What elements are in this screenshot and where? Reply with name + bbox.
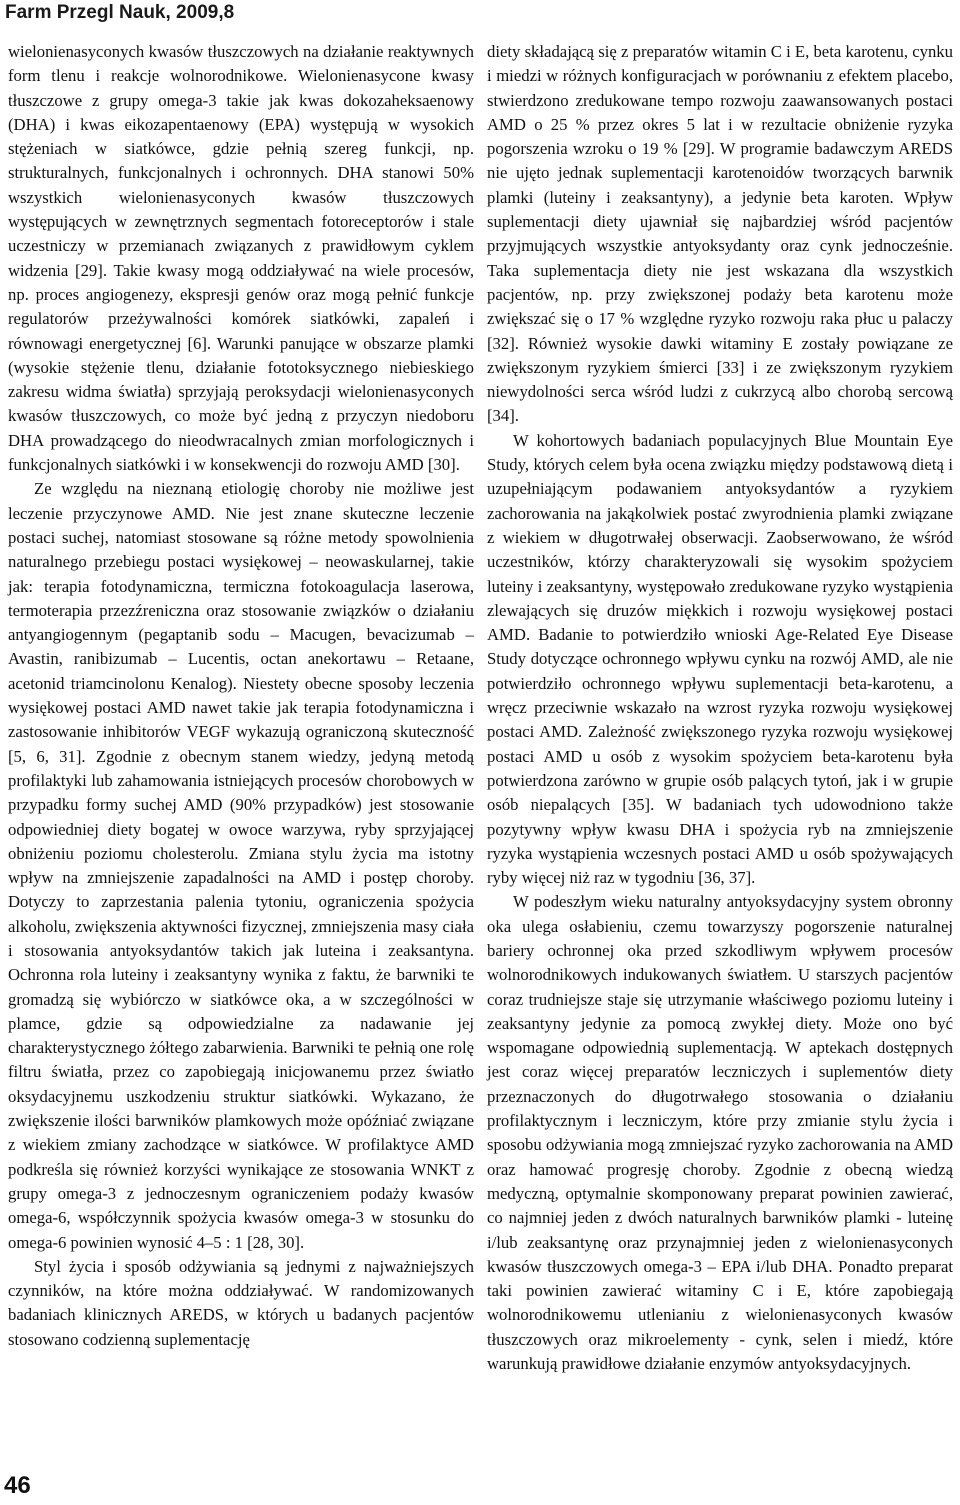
page-number: 46 xyxy=(4,1472,31,1499)
left-text-column xyxy=(8,40,474,1352)
paragraph-left-1: wielonienasyconych kwasów tłuszczowych na działanie reaktywnych form tlenu i reakcje wolnorodnikowe. Wielonienasycone kwasy tłuszczowe z grupy omega-3 takie jak kwas dokozaheksaenowy (DHA) i kwas eikozapentaenowy (EPA) występują w wysokich stężeniach w siatkówce, gdzie pełnią szereg funkcji, np. strukturalnych, funkcjonalnych i ochronnych. DHA stanowi 50% wszystkich wielonienasyconych kwasów tłuszczowych występujących w zewnętrznych segmentach fotoreceptorów i stale uczestniczy w przemianach związanych z prawidłowym cyklem widzenia [29]. Takie kwasy mogą oddziaływać na wiele procesów, np. proces angiogenezy, ekspresji genów oraz mogą pełnić funkcje regulatorów przeżywalności komórek siatkówki, zapaleń i równowagi energetycznej [6]. Warunki panujące w obszarze plamki (wysokie stężenie tlenu, działanie fototoksycznego niebieskiego zakresu widma światła) sprzyjają peroksydacji wielonienasyconych kwasów tłuszczowych, co może być jedną z przyczyn niedoboru DHA prowadzącego do nieodwracalnych zmian morfologicznych i funkcjonalnych siatkówki i w konsekwencji do rozwoju AMD [30]. xyxy=(8,42,474,475)
paragraph-right-2: W kohortowych badaniach populacyjnych Blue Mountain Eye Study, których celem była ocena związku między podstawową dietą i uzupełniającym podawaniem antyoksydantów a ryzykiem zachorowania na jakąkolwiek postać zwyrodnienia plamki związane z wiekiem w długotrwałej obserwacji. Zaobserwowano, że wśród uczestników, którzy charakteryzowali się wysokim spożyciem luteiny i zeaksantyny, występowało zredukowane ryzyko wystąpienia zlewających się druzów miękkich i rozwoju wysiękowej postaci AMD. Badanie to potwierdziło wnioski Age-Related Eye Disease Study dotyczące ochronnego wpływu cynku na rozwój AMD, ale nie potwierdziło ochronnego wpływu suplementacji beta-karotenu, a wręcz przeciwnie wskazało na wzrost ryzyka rozwoju wysiękowej postaci AMD. Zależność zwiększonego ryzyka rozwoju wysiękowej postaci AMD u osób z wysokim spożyciem beta-karotenu była potwierdzona zarówno w grupie osób palących tytoń, jak i w grupie osób niepalących [35]. W badaniach tych udowodniono także pozytywny wpływ kwasu DHA i spożycia ryb na zmniejszenie ryzyka wystąpienia wczesnych postaci AMD u osób spożywających ryby więcej niż raz w tygodniu [36, 37]. xyxy=(487,430,953,888)
paragraph-right-3: W podeszłym wieku naturalny antyoksydacyjny system obronny oka ulega osłabieniu, czemu towarzyszy pogorszenie naturalnej bariery ochronnej oka przed szkodliwym wpływem procesów wolnorodnikowych indukowanych światłem. U starszych pacjentów coraz trudniejsze staje się utrzymanie właściwego poziomu luteiny i zeaksantyny jedynie za pomocą zwykłej diety. Może ono być wspomagane odpowiednią suplementacją. W aptekach dostępnych jest coraz więcej preparatów leczniczych i suplementów diety przeznaczonych do długotrwałego stosowania o działaniu profilaktycznym i leczniczym, które przy zmianie stylu życia i sposobu odżywiania mogą zmniejszać ryzyko zachorowania na AMD oraz hamować progresję choroby. Zgodnie z obecną wiedzą medyczną, optymalnie skomponowany preparat powinien zawierać, co najmniej jeden z dwóch naturalnych barwników plamki - luteinę i/lub zeaksantynę oraz przynajmniej jeden z wielonienasyconych kwasów tłuszczowych omega-3 – EPA i/lub DHA. Ponadto preparat taki powinien zawierać witaminy C i E, które zapobiegają wolnorodnikowemu utlenianiu z wielonienasyconych kwasów tłuszczowych oraz mikroelementy - cynk, selen i miedź, które warunkują prawidłowe działanie enzymów antyoksydacyjnych. xyxy=(487,892,953,1374)
right-text-column xyxy=(487,40,953,1376)
paragraph-left-3: Styl życia i sposób odżywiania są jednymi z najważniejszych czynników, na które można oddziaływać. W randomizowanych badaniach klinicznych AREDS, w których u badanych pacjentów stosowano codzienną suplementację xyxy=(8,1256,474,1349)
paragraph-left-2: Ze względu na nieznaną etiologię choroby nie możliwe jest leczenie przyczynowe AMD. Nie jest znane skuteczne leczenie postaci suchej, natomiast stosowane są różne metody spowolnienia naturalnego przebiegu postaci wysiękowej – neowaskularnej, takie jak: terapia fotodynamiczna, termiczna fotokoagulacja laserowa, termoterapia przezźreniczna oraz stosowanie związków o działaniu antyangiogennym (pegaptanib sodu – Macugen, bevacizumab – Avastin, ranibizumab – Lucentis, octan anekortawu – Retaane, acetonid triamcinolonu Kenalog). Niestety obecne sposoby leczenia wysiękowej postaci AMD nawet takie jak terapia fotodynamiczna i zastosowanie inhibitorów VEGF wykazują ograniczoną skuteczność [5, 6, 31]. Zgodnie z obecnym stanem wiedzy, jedyną metodą profilaktyki lub zahamowania istniejących procesów chorobowych w przypadku formy suchej AMD (90% przypadków) jest stosowanie odpowiedniej diety bogatej w owoce warzywa, ryby sprzyjającej obniżeniu poziomu cholesterolu. Zmiana stylu życia ma istotny wpływ na zmniejszenie zapadalności na AMD i postęp choroby. Dotyczy to zaprzestania palenia tytoniu, ograniczenia spożycia alkoholu, zwiększenia aktywności fizycznej, zmniejszenia masy ciała i stosowania antyoksydantów takich jak luteina i zeaksantyna. Ochronna rola luteiny i zeaksantyny wynika z faktu, że barwniki te gromadzą się wybiórczo w siatkówce oka, a w szczególności w plamce, gdzie są odpowiedzialne za nadawanie jej charakterystycznego żółtego zabarwienia. Barwniki te pełnią one rolę filtru światła, przez co zapobiegają inicjowanemu przez światło oksydacyjnemu uszkodzeniu struktur siatkówki. Wykazano, że zwiększenie ilości barwników plamkowych może opóźniać związane z wiekiem zmiany zachodzące w siatkówce. W profilaktyce AMD podkreśla się również korzyści wynikające ze stosowania WNKT z grupy omega-3 z jednoczesnym ograniczeniem podaży kwasów omega-6, współczynnik spożycia kwasów omega-3 w stosunku do omega-6 powinien wynosić 4–5 : 1 [28, 30]. xyxy=(8,479,474,1252)
journal-citation-header: Farm Przegl Nauk, 2009,8 xyxy=(5,2,235,23)
paragraph-right-1: diety składającą się z preparatów witamin C i E, beta karotenu, cynku i miedzi w różnych konfiguracjach w porównaniu z efektem placebo, stwierdzono zredukowane tempo rozwoju zaawansowanych postaci AMD o 25 % przez okres 5 lat i w rezultacie obniżenie ryzyka pogorszenia wzroku o 19 % [29]. W programie badawczym AREDS nie ujęto jednak suplementacji karotenoidów tworzących barwnik plamki (luteiny i zeaksantyny), a jedynie beta karoten. Wpływ suplementacji diety ujawniał się najbardziej wśród pacjentów przyjmujących wszystkie antyoksydanty oraz cynk jednocześnie. Taka suplementacja diety nie jest wskazana dla wszystkich pacjentów, np. przy zwiększonej podaży beta karotenu może zwiększać się o 17 % względne ryzyko rozwoju raka płuc u palaczy [32]. Również wysokie dawki witaminy E zostały powiązane ze zwiększonym ryzykiem śmierci [33] i ze zwiększonym ryzykiem niewydolności serca wśród ludzi z cukrzycą albo chorobą sercową [34]. xyxy=(487,42,953,426)
